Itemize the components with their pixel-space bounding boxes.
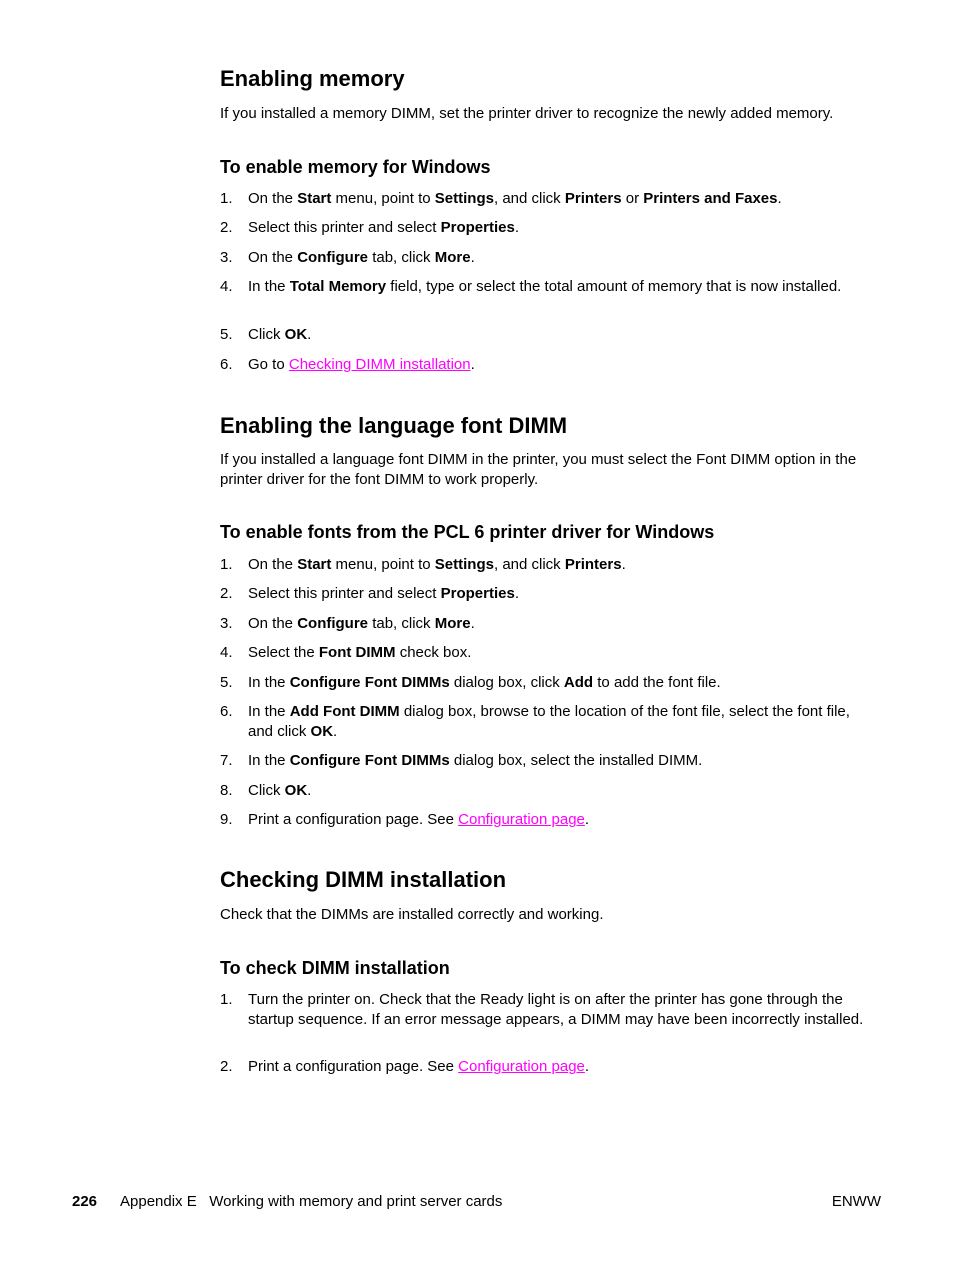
step-number: 3. bbox=[220, 249, 233, 266]
step-text-run: . bbox=[307, 326, 312, 343]
ui-term: OK bbox=[284, 782, 308, 799]
subsection-title-enable-fonts: To enable fonts from the PCL 6 printer driver for Windows bbox=[220, 522, 715, 542]
ui-term: Properties bbox=[440, 219, 515, 236]
step-text bbox=[248, 584, 873, 604]
ui-term: OK bbox=[310, 722, 334, 740]
step-text-run: Go to bbox=[248, 356, 289, 373]
step-text bbox=[248, 189, 873, 209]
step-text bbox=[248, 555, 873, 575]
ui-term: OK bbox=[284, 326, 308, 343]
step-text bbox=[248, 990, 873, 1029]
step-text-run: or bbox=[621, 190, 644, 207]
step-text-run: . bbox=[514, 219, 519, 236]
section-title-language-font-dimm: Enabling the language font DIMM bbox=[220, 413, 568, 438]
step-text-run: Print a configuration page. See bbox=[248, 1058, 459, 1075]
step-text-run: . bbox=[584, 1058, 590, 1075]
ui-term: Font DIMM bbox=[318, 644, 396, 661]
footer-enww: ENWW bbox=[831, 1193, 881, 1210]
section-title-checking-dimm: Checking DIMM installation bbox=[220, 867, 507, 892]
step-text bbox=[248, 218, 873, 238]
ui-term: More bbox=[434, 615, 471, 632]
ui-term: Settings bbox=[434, 190, 494, 207]
step-text bbox=[248, 751, 873, 771]
step-text bbox=[248, 355, 873, 375]
cross-reference-link[interactable]: Configuration page bbox=[458, 811, 585, 828]
step-text-run: to add the font file. bbox=[593, 674, 721, 691]
ui-term: Configure bbox=[297, 615, 369, 632]
step-text-run: Print a configuration page. See bbox=[248, 811, 459, 828]
step-text bbox=[248, 781, 873, 801]
step-text-run: Select the bbox=[248, 644, 319, 661]
ui-term: Printers bbox=[564, 556, 622, 573]
step-text bbox=[248, 325, 873, 345]
step-text-run: In the bbox=[248, 752, 290, 769]
ui-term: Add bbox=[563, 674, 594, 691]
step-text-run: menu, point to bbox=[331, 556, 435, 573]
ui-term: Configure bbox=[297, 249, 369, 266]
step-number: 6. bbox=[220, 356, 233, 373]
step-text-run: Select this printer and select bbox=[248, 219, 441, 236]
step-text bbox=[248, 702, 873, 741]
step-text-run: Turn the printer on. Check that the Ready light is on after the printer has gone through the startup sequence. If an error message appears, a DIMM may have been incorrectly installed. bbox=[248, 991, 864, 1028]
step-text-run: dialog box, browse to the location of the font file, select the font file, and click bbox=[248, 703, 850, 740]
step-text-run: On the bbox=[248, 190, 298, 207]
step-number: 8. bbox=[220, 782, 233, 799]
ui-term: Printers and Faxes bbox=[643, 190, 778, 207]
ui-term: Settings bbox=[434, 556, 494, 573]
section-intro-language-font-dimm: If you installed a language font DIMM in the printer, you must select the Font DIMM option in the printer driver for the font DIMM to work properly. bbox=[220, 451, 857, 488]
step-number: 2. bbox=[220, 585, 233, 602]
step-text bbox=[248, 673, 873, 693]
step-number: 4. bbox=[220, 644, 233, 661]
cross-reference-link[interactable]: Checking DIMM installation bbox=[288, 356, 471, 373]
step-text bbox=[248, 1057, 873, 1077]
step-text-run: . bbox=[777, 190, 782, 207]
step-number: 7. bbox=[220, 752, 233, 769]
ui-term: Add Font DIMM bbox=[289, 703, 400, 720]
step-number: 2. bbox=[220, 219, 233, 236]
step-text bbox=[248, 614, 873, 634]
step-number: 5. bbox=[220, 674, 233, 691]
step-number: 5. bbox=[220, 326, 233, 343]
step-text-run: dialog box, select the installed DIMM. bbox=[449, 752, 703, 769]
step-text-run: Click bbox=[248, 326, 285, 343]
step-text-run: On the bbox=[248, 249, 298, 266]
subsection-title-check-dimm: To check DIMM installation bbox=[220, 958, 450, 978]
step-number: 6. bbox=[220, 703, 233, 720]
step-text-run: . bbox=[333, 722, 338, 740]
step-text-run: . bbox=[470, 249, 475, 266]
step-text bbox=[248, 248, 873, 268]
step-text-run: dialog box, click bbox=[449, 674, 564, 691]
cross-reference-link[interactable]: Configuration page bbox=[458, 1058, 585, 1075]
step-text-run: check box. bbox=[395, 644, 472, 661]
step-text-run: In the bbox=[248, 674, 290, 691]
ui-term: Printers bbox=[564, 190, 622, 207]
step-text bbox=[248, 643, 873, 663]
ui-term: Properties bbox=[440, 585, 515, 602]
ui-term: Start bbox=[297, 190, 332, 207]
step-text-run: . bbox=[621, 556, 626, 573]
step-text-run: , and click bbox=[493, 190, 565, 207]
step-number: 3. bbox=[220, 615, 233, 632]
page-number: 226 bbox=[72, 1193, 98, 1210]
step-number: 1. bbox=[220, 190, 233, 207]
step-text bbox=[248, 810, 873, 830]
subsection-title-enable-memory: To enable memory for Windows bbox=[220, 157, 491, 177]
step-text-run: tab, click bbox=[368, 615, 435, 632]
step-text bbox=[248, 277, 873, 297]
step-text-run: menu, point to bbox=[331, 190, 435, 207]
step-text-run: In the bbox=[248, 278, 290, 295]
step-text-run: . bbox=[470, 356, 475, 373]
section-intro-checking-dimm: Check that the DIMMs are installed correctly and working. bbox=[220, 906, 604, 923]
step-text-run: On the bbox=[248, 556, 298, 573]
step-text-run: . bbox=[584, 811, 590, 828]
step-text-run: . bbox=[470, 615, 475, 632]
ui-term: Configure Font DIMMs bbox=[289, 674, 450, 691]
step-text-run: . bbox=[307, 782, 312, 799]
step-text-run: field, type or select the total amount of memory that is now installed. bbox=[386, 278, 842, 295]
section-intro-enabling-memory: If you installed a memory DIMM, set the printer driver to recognize the newly added memory. bbox=[220, 105, 834, 122]
footer-title: Appendix E Working with memory and print server cards bbox=[120, 1193, 503, 1210]
ui-term: Total Memory bbox=[289, 278, 387, 295]
ui-term: Start bbox=[297, 556, 332, 573]
step-number: 9. bbox=[220, 811, 233, 828]
step-text-run: . bbox=[514, 585, 519, 602]
step-number: 4. bbox=[220, 278, 233, 295]
ui-term: More bbox=[434, 249, 471, 266]
step-number: 2. bbox=[220, 1058, 233, 1075]
ui-term: Configure Font DIMMs bbox=[289, 752, 450, 769]
step-number: 1. bbox=[220, 556, 233, 573]
section-title-enabling-memory: Enabling memory bbox=[220, 66, 405, 91]
step-text-run: tab, click bbox=[368, 249, 435, 266]
step-text-run: Select this printer and select bbox=[248, 585, 441, 602]
step-text-run: In the bbox=[248, 703, 290, 720]
step-text-run: On the bbox=[248, 615, 298, 632]
step-number: 1. bbox=[220, 991, 233, 1008]
step-text-run: Click bbox=[248, 782, 285, 799]
step-text-run: , and click bbox=[493, 556, 565, 573]
